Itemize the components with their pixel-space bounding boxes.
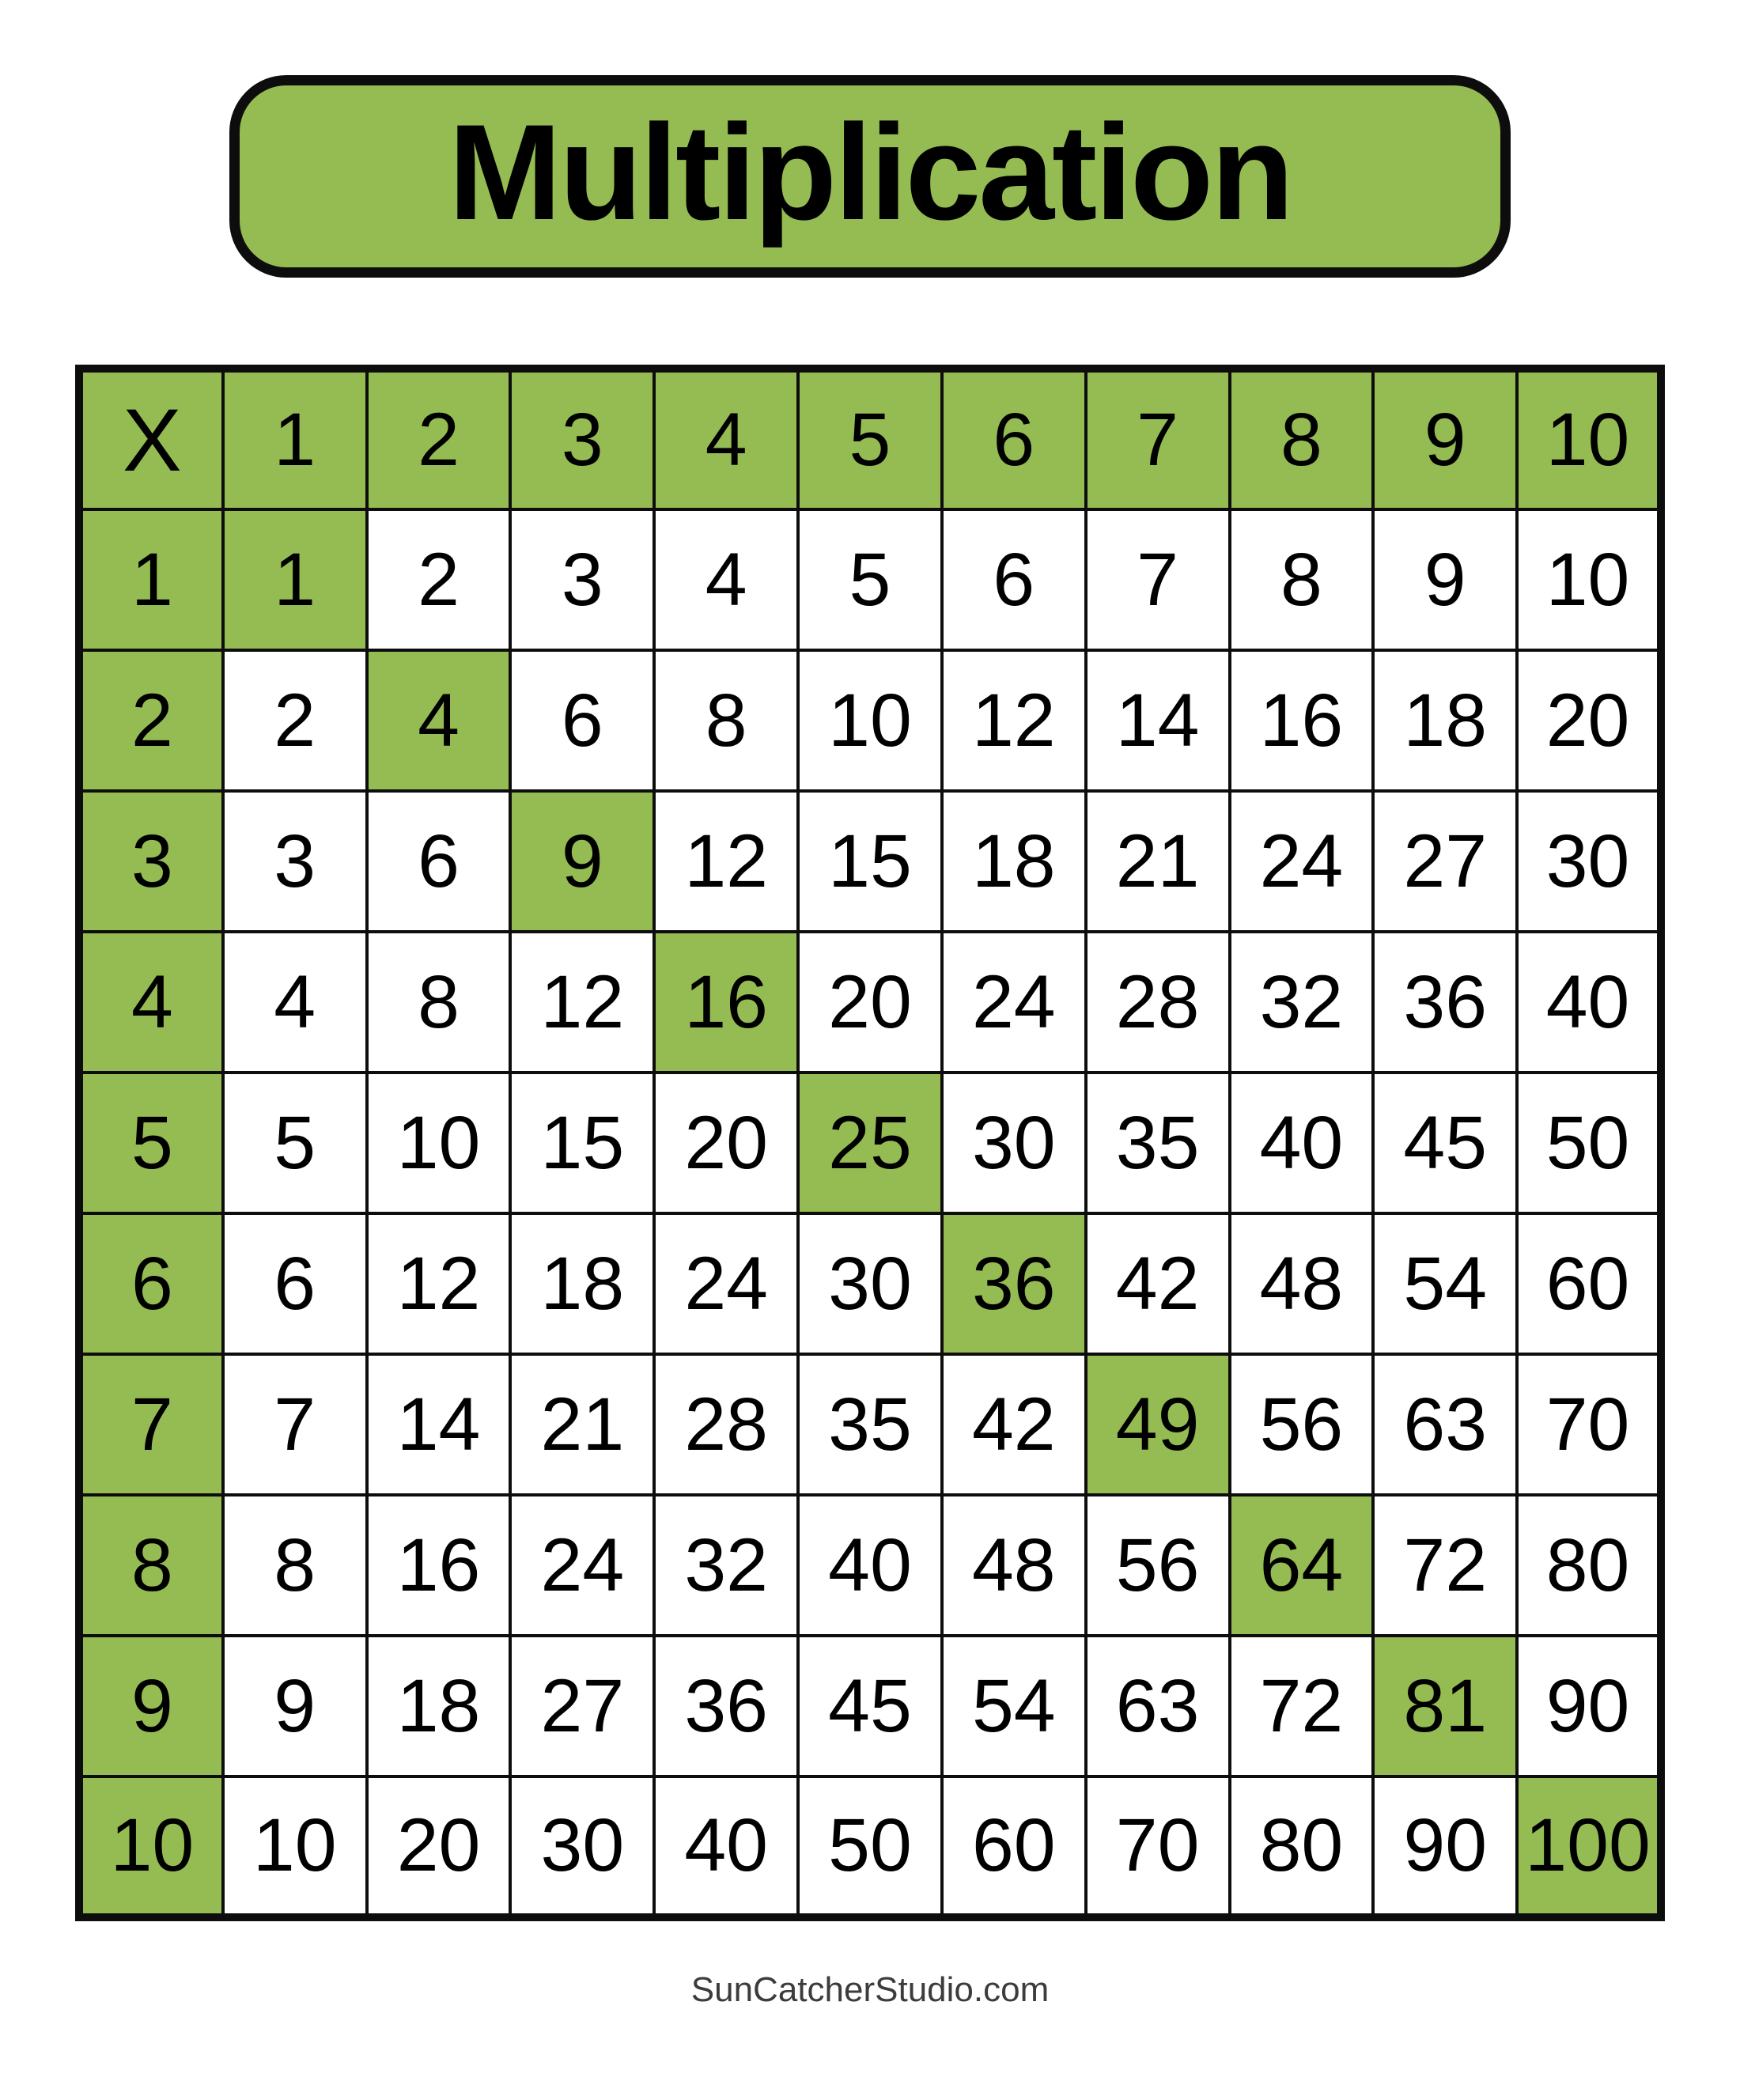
product-cell: 56 [1230, 1354, 1374, 1495]
product-cell: 40 [1517, 932, 1661, 1073]
square-product-cell: 36 [942, 1213, 1086, 1354]
product-cell: 12 [942, 650, 1086, 791]
product-cell: 45 [798, 1636, 942, 1776]
product-cell: 72 [1373, 1495, 1517, 1636]
square-product-cell: 100 [1517, 1776, 1661, 1917]
product-cell: 60 [942, 1776, 1086, 1917]
product-cell: 90 [1373, 1776, 1517, 1917]
footer-credit: SunCatcherStudio.com [690, 1970, 1050, 2009]
square-product-cell: 4 [367, 650, 511, 791]
product-cell: 21 [1086, 791, 1230, 932]
product-cell: 48 [942, 1495, 1086, 1636]
product-cell: 16 [367, 1495, 511, 1636]
product-cell: 8 [1230, 509, 1374, 650]
product-cell: 5 [223, 1073, 367, 1213]
product-cell: 72 [1230, 1636, 1374, 1776]
product-cell: 4 [654, 509, 798, 650]
product-cell: 9 [1373, 509, 1517, 650]
row-header-cell: 1 [79, 509, 223, 650]
corner-cell: X [79, 369, 223, 509]
product-cell: 80 [1517, 1495, 1661, 1636]
product-cell: 14 [367, 1354, 511, 1495]
product-cell: 40 [1230, 1073, 1374, 1213]
product-cell: 30 [942, 1073, 1086, 1213]
product-cell: 2 [223, 650, 367, 791]
product-cell: 30 [1517, 791, 1661, 932]
multiplication-table-body [79, 369, 1661, 1917]
product-cell: 8 [654, 650, 798, 791]
col-header-cell: 4 [654, 369, 798, 509]
multiplication-table [75, 365, 1665, 1921]
product-cell: 35 [1086, 1073, 1230, 1213]
product-cell: 15 [510, 1073, 654, 1213]
table-row [79, 509, 1661, 650]
product-cell: 63 [1373, 1354, 1517, 1495]
product-cell: 12 [367, 1213, 511, 1354]
row-header-cell: 7 [79, 1354, 223, 1495]
square-product-cell: 25 [798, 1073, 942, 1213]
product-cell: 12 [654, 791, 798, 932]
col-header-cell: 7 [1086, 369, 1230, 509]
col-header-cell: 6 [942, 369, 1086, 509]
square-product-cell: 81 [1373, 1636, 1517, 1776]
product-cell: 32 [1230, 932, 1374, 1073]
product-cell: 18 [942, 791, 1086, 932]
col-header-cell: 3 [510, 369, 654, 509]
col-header-cell: 10 [1517, 369, 1661, 509]
product-cell: 35 [798, 1354, 942, 1495]
product-cell: 63 [1086, 1636, 1230, 1776]
product-cell: 36 [654, 1636, 798, 1776]
page-title: Multiplication [448, 96, 1292, 248]
product-cell: 27 [1373, 791, 1517, 932]
product-cell: 4 [223, 932, 367, 1073]
product-cell: 36 [1373, 932, 1517, 1073]
table-row [79, 650, 1661, 791]
product-cell: 9 [223, 1636, 367, 1776]
col-header-cell: 1 [223, 369, 367, 509]
product-cell: 20 [367, 1776, 511, 1917]
product-cell: 10 [798, 650, 942, 791]
product-cell: 50 [798, 1776, 942, 1917]
product-cell: 56 [1086, 1495, 1230, 1636]
product-cell: 27 [510, 1636, 654, 1776]
header-row [79, 369, 1661, 509]
table-row [79, 1073, 1661, 1213]
product-cell: 42 [1086, 1213, 1230, 1354]
product-cell: 15 [798, 791, 942, 932]
product-cell: 7 [223, 1354, 367, 1495]
product-cell: 18 [367, 1636, 511, 1776]
square-product-cell: 9 [510, 791, 654, 932]
product-cell: 3 [510, 509, 654, 650]
table-row [79, 932, 1661, 1073]
row-header-cell: 8 [79, 1495, 223, 1636]
product-cell: 54 [1373, 1213, 1517, 1354]
product-cell: 18 [510, 1213, 654, 1354]
table-row [79, 1495, 1661, 1636]
product-cell: 42 [942, 1354, 1086, 1495]
table-row [79, 791, 1661, 932]
product-cell: 30 [510, 1776, 654, 1917]
product-cell: 24 [654, 1213, 798, 1354]
product-cell: 40 [798, 1495, 942, 1636]
product-cell: 18 [1373, 650, 1517, 791]
product-cell: 8 [367, 932, 511, 1073]
square-product-cell: 16 [654, 932, 798, 1073]
row-header-cell: 10 [79, 1776, 223, 1917]
product-cell: 12 [510, 932, 654, 1073]
product-cell: 32 [654, 1495, 798, 1636]
row-header-cell: 6 [79, 1213, 223, 1354]
product-cell: 28 [654, 1354, 798, 1495]
product-cell: 20 [654, 1073, 798, 1213]
product-cell: 6 [367, 791, 511, 932]
product-cell: 54 [942, 1636, 1086, 1776]
product-cell: 2 [367, 509, 511, 650]
product-cell: 45 [1373, 1073, 1517, 1213]
product-cell: 70 [1086, 1776, 1230, 1917]
col-header-cell: 9 [1373, 369, 1517, 509]
product-cell: 3 [223, 791, 367, 932]
product-cell: 24 [510, 1495, 654, 1636]
product-cell: 10 [1517, 509, 1661, 650]
product-cell: 10 [367, 1073, 511, 1213]
product-cell: 70 [1517, 1354, 1661, 1495]
product-cell: 24 [942, 932, 1086, 1073]
product-cell: 40 [654, 1776, 798, 1917]
product-cell: 6 [942, 509, 1086, 650]
product-cell: 90 [1517, 1636, 1661, 1776]
product-cell: 8 [223, 1495, 367, 1636]
product-cell: 5 [798, 509, 942, 650]
product-cell: 6 [510, 650, 654, 791]
product-cell: 6 [223, 1213, 367, 1354]
square-product-cell: 1 [223, 509, 367, 650]
product-cell: 20 [1517, 650, 1661, 791]
product-cell: 16 [1230, 650, 1374, 791]
row-header-cell: 2 [79, 650, 223, 791]
product-cell: 60 [1517, 1213, 1661, 1354]
table-row [79, 1354, 1661, 1495]
col-header-cell: 8 [1230, 369, 1374, 509]
title-banner [229, 75, 1511, 278]
product-cell: 28 [1086, 932, 1230, 1073]
table-row [79, 1636, 1661, 1776]
product-cell: 48 [1230, 1213, 1374, 1354]
row-header-cell: 3 [79, 791, 223, 932]
product-cell: 14 [1086, 650, 1230, 791]
product-cell: 24 [1230, 791, 1374, 932]
col-header-cell: 2 [367, 369, 511, 509]
product-cell: 10 [223, 1776, 367, 1917]
product-cell: 30 [798, 1213, 942, 1354]
row-header-cell: 5 [79, 1073, 223, 1213]
row-header-cell: 9 [79, 1636, 223, 1776]
row-header-cell: 4 [79, 932, 223, 1073]
square-product-cell: 64 [1230, 1495, 1374, 1636]
table-row [79, 1213, 1661, 1354]
product-cell: 21 [510, 1354, 654, 1495]
product-cell: 80 [1230, 1776, 1374, 1917]
product-cell: 20 [798, 932, 942, 1073]
table-row [79, 1776, 1661, 1917]
square-product-cell: 49 [1086, 1354, 1230, 1495]
col-header-cell: 5 [798, 369, 942, 509]
product-cell: 50 [1517, 1073, 1661, 1213]
product-cell: 7 [1086, 509, 1230, 650]
